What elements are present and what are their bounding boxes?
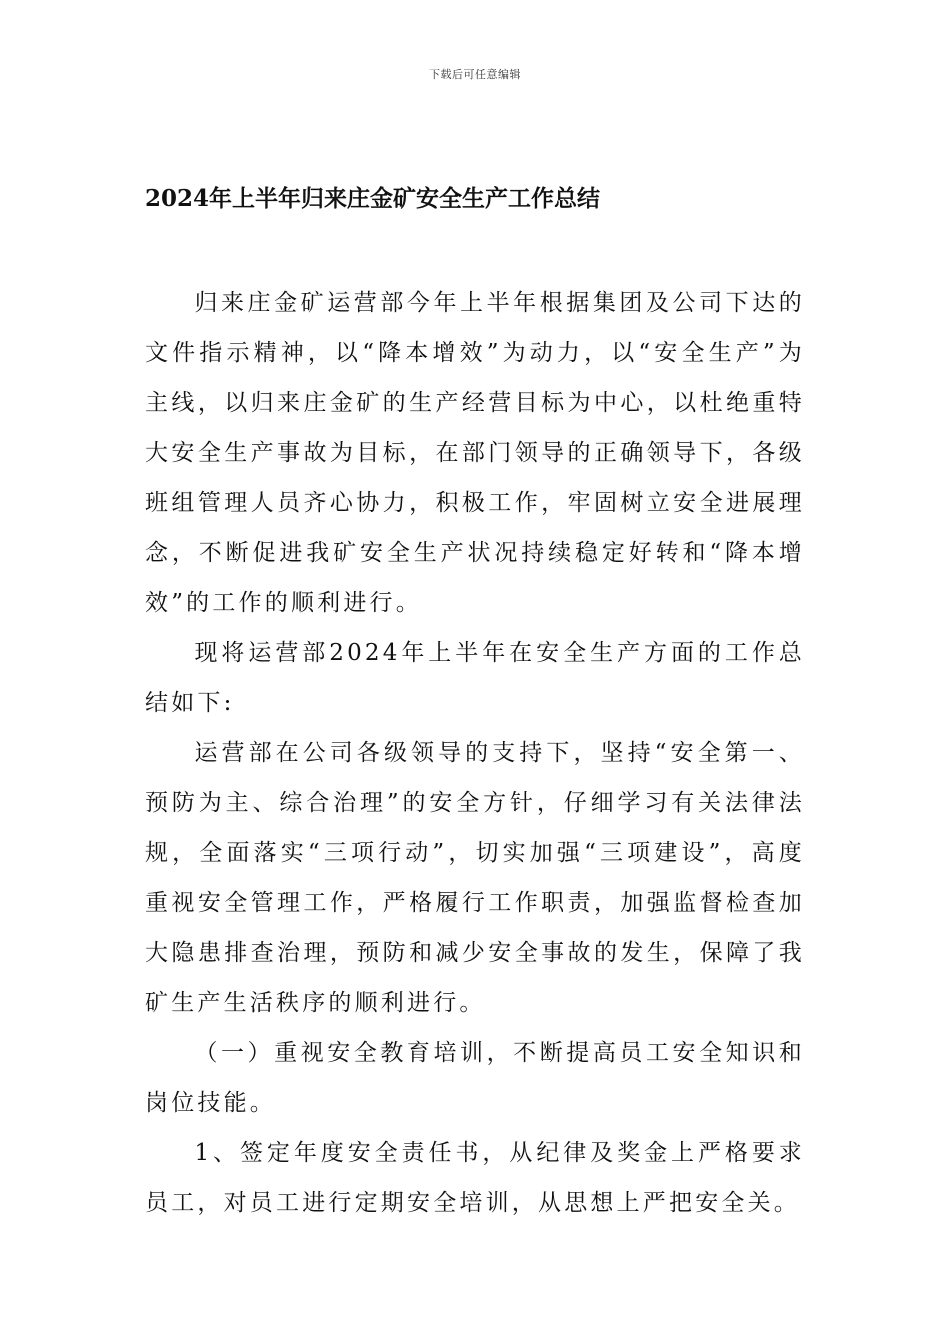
paragraph-safety-policy: 运营部在公司各级领导的支持下，坚持“安全第一、预防为主、综合治理”的安全方针，仔细学习有关法律法规，全面落实“三项行动”，切实加强“三项建设”，高度重视安全管理工作，严格履行工作职责，加强监督检查加大隐患排查治理，预防和减少安全事故的发生，保障了我矿生产生活秩序的顺利进行。	[145, 740, 805, 1016]
paragraph-intro: 归来庄金矿运营部今年上半年根据集团及公司下达的文件指示精神，以“降本增效”为动力，以“安全生产”为主线，以归来庄金矿的生产经营目标为中心，以杜绝重特大安全生产事故为目标，在部门领导的正确领导下，各级班组管理人员齐心协力，积极工作，牢固树立安全进展理念，不断促进我矿安全生产状况持续稳定好转和“降本增效”的工作的顺利进行。	[145, 290, 805, 616]
document-body	[145, 278, 805, 1228]
list-item-1: 1、签定年度安全责任书，从纪律及奖金上严格要求员工，对员工进行定期安全培训，从思想上严把安全关。	[145, 1140, 805, 1216]
document-title: 2024年上半年归来庄金矿安全生产工作总结	[145, 185, 601, 212]
section-heading-1: （一）重视安全教育培训，不断提高员工安全知识和岗位技能。	[145, 1040, 805, 1116]
page-header-note: 下载后可任意编辑	[429, 68, 521, 81]
paragraph-summary-lead: 现将运营部2024年上半年在安全生产方面的工作总结如下:	[145, 640, 805, 716]
